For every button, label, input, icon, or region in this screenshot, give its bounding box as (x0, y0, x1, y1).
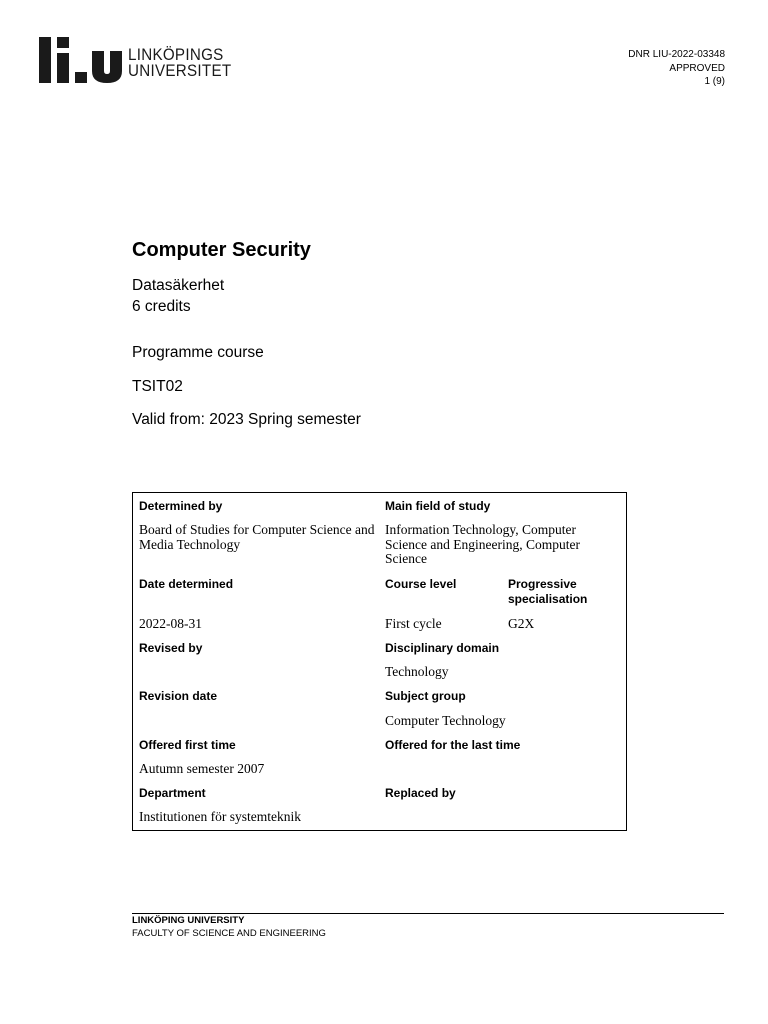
revised-by-label: Revised by (139, 641, 203, 655)
course-type: Programme course (132, 344, 264, 361)
page-indicator: 1 (9) (704, 76, 725, 87)
determined-by-label: Determined by (139, 499, 223, 513)
department-label: Department (139, 786, 206, 800)
determined-by-value: Board of Studies for Computer Science and Media Technology (139, 522, 375, 552)
document-info (628, 48, 725, 89)
main-field-value: Information Technology, Computer Science and Engineering, Computer Science (385, 522, 580, 566)
logo-line-1: LINKÖPINGS (128, 46, 224, 64)
course-level-value: First cycle (385, 616, 442, 631)
main-field-label: Main field of study (385, 499, 491, 513)
course-info-table (132, 492, 627, 831)
offered-first-time-value: Autumn semester 2007 (139, 761, 265, 776)
date-determined-value: 2022-08-31 (139, 616, 202, 631)
progressive-specialisation-value: G2X (508, 616, 535, 631)
liu-logo-mark-icon (39, 37, 123, 83)
university-logo (39, 37, 239, 83)
subject-group-value: Computer Technology (385, 713, 506, 728)
footer-faculty: FACULTY OF SCIENCE AND ENGINEERING (132, 928, 326, 939)
footer-university: LINKÖPING UNIVERSITY (132, 915, 245, 926)
course-code: TSIT02 (132, 378, 183, 395)
document-status: APPROVED (669, 62, 725, 74)
progressive-specialisation-label: Progressive specialisation (508, 577, 588, 606)
date-determined-label: Date determined (139, 577, 234, 591)
offered-last-time-label: Offered for the last time (385, 738, 521, 752)
revision-date-label: Revision date (139, 689, 218, 703)
department-value: Institutionen för systemteknik (139, 809, 301, 824)
logo-wordmark (128, 47, 240, 79)
course-title: Computer Security (132, 239, 311, 261)
subject-group-label: Subject group (385, 689, 466, 703)
disciplinary-domain-value: Technology (385, 664, 449, 679)
course-level-label: Course level (385, 577, 457, 591)
logo-line-2: UNIVERSITET (128, 62, 232, 80)
document-number: DNR LIU-2022-03348 (628, 49, 725, 60)
disciplinary-domain-label: Disciplinary domain (385, 641, 500, 655)
offered-first-time-label: Offered first time (139, 738, 236, 752)
course-swedish-title: Datasäkerhet (132, 277, 225, 294)
replaced-by-label: Replaced by (385, 786, 456, 800)
course-credits: 6 credits (132, 298, 191, 315)
course-valid-from: Valid from: 2023 Spring semester (132, 411, 361, 428)
